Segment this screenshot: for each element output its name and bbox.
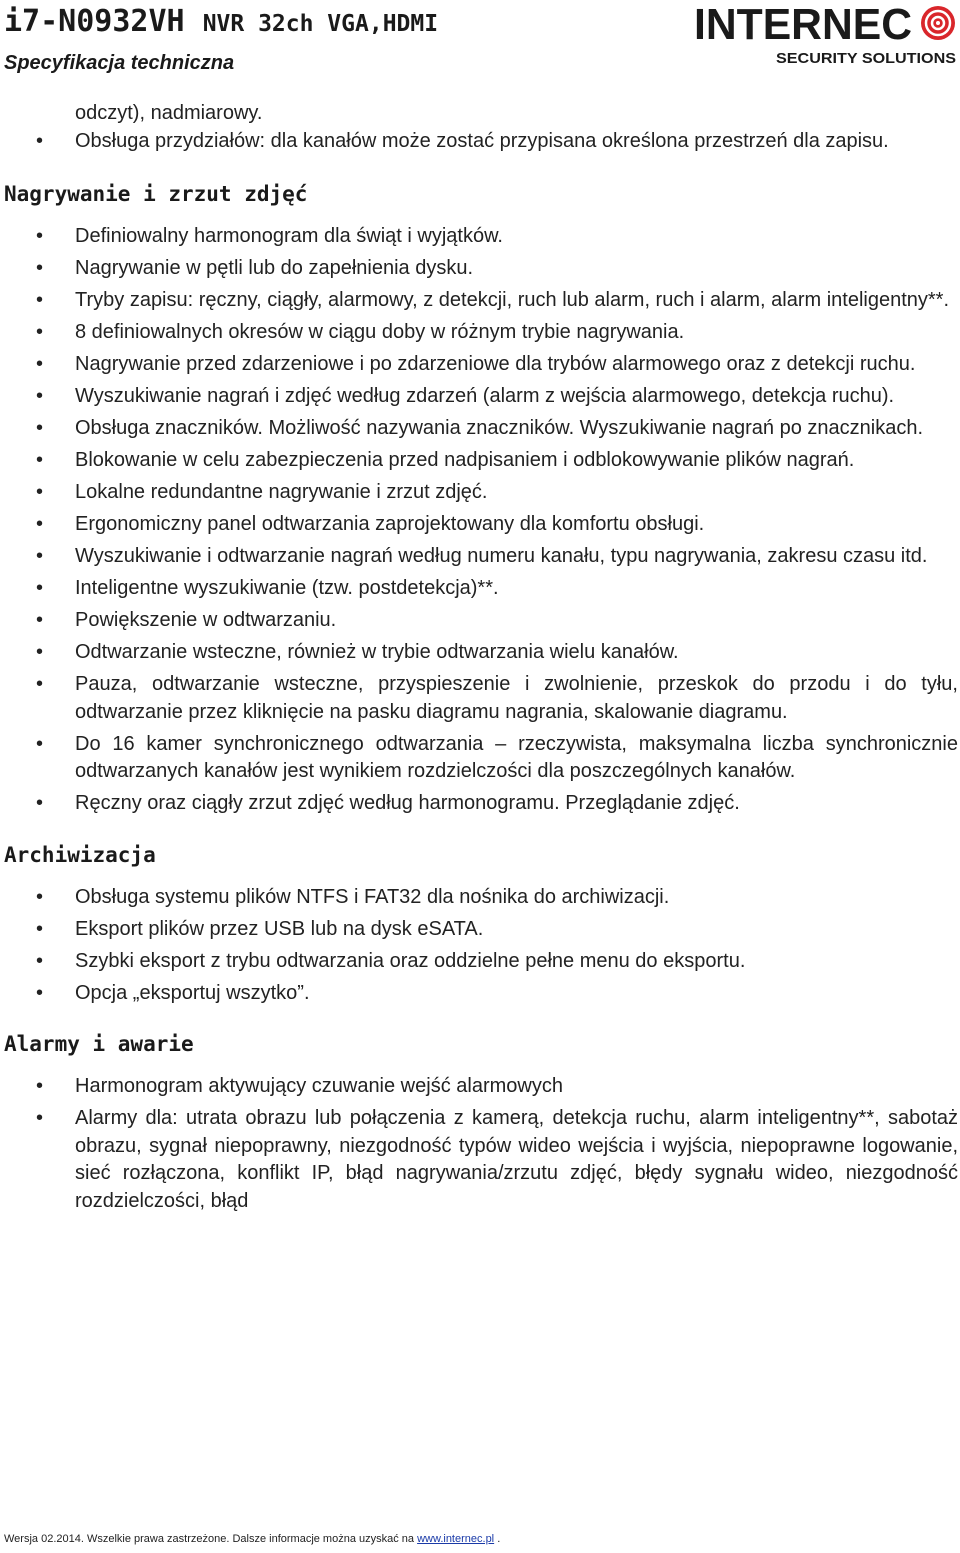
internec-logo <box>694 2 958 68</box>
list-item: • Szybki eksport z trybu odtwarzania oraz oddzielne pełne menu do eksportu. <box>0 948 960 976</box>
list-item: • Nagrywanie w pętli lub do zapełnienia dysku. <box>0 255 960 283</box>
continuation-text: odczyt), nadmiarowy. <box>75 102 263 124</box>
list-item: • Alarmy dla: utrata obrazu lub połączenia z kamerą, detekcja ruchu, alarm inteligentny**, sabotaż obrazu, sygnał niepoprawny, niezgodność typów wideo wejścia i wyjścia, niepoprawne logowanie, sieć rozłączona, konflikt IP, błąd nagrywania/zrzutu zdjęć, błędy sygnału wideo, niezgodność rozdzielczości, błąd <box>0 1105 960 1215</box>
list-item: • 8 definiowalnych okresów w ciągu doby w różnym trybie nagrywania. <box>0 319 960 347</box>
section-title-recording: Nagrywanie i zrzut zdjęć <box>4 182 308 206</box>
list-item: • Ręczny oraz ciągły zrzut zdjęć według harmonogramu. Przeglądanie zdjęć. <box>0 790 960 818</box>
document-body <box>0 100 960 1220</box>
footer-suffix: . <box>494 1533 501 1545</box>
alarms-list <box>0 1073 960 1215</box>
list-item: • Inteligentne wyszukiwanie (tzw. postdetekcja)**. <box>0 575 960 603</box>
model-subtitle: NVR 32ch VGA,HDMI <box>202 11 439 37</box>
header-model <box>4 4 438 42</box>
list-item: • Obsługa przydziałów: dla kanałów może zostać przypisana określona przestrzeń dla zapisu. <box>0 128 960 156</box>
list-item: • Obsługa systemu plików NTFS i FAT32 dla nośnika do archiwizacji. <box>0 884 960 912</box>
list-item: • Opcja „eksportuj wszytko”. <box>0 980 960 1008</box>
intro-list <box>0 128 960 156</box>
list-item: • Odtwarzanie wsteczne, również w trybie odtwarzania wielu kanałów. <box>0 639 960 667</box>
list-item: • Obsługa znaczników. Możliwość nazywania znaczników. Wyszukiwanie nagrań po znacznikach. <box>0 415 960 443</box>
logo-tagline: SECURITY SOLUTIONS <box>776 50 956 67</box>
list-item: • Lokalne redundantne nagrywanie i zrzut zdjęć. <box>0 479 960 507</box>
list-item: • Blokowanie w celu zabezpieczenia przed nadpisaniem i odblokowywanie plików nagrań. <box>0 447 960 475</box>
recording-list <box>0 223 960 818</box>
list-item: • Tryby zapisu: ręczny, ciągły, alarmowy, z detekcji, ruch lub alarm, ruch i alarm, alarm inteligentny**. <box>0 287 960 315</box>
list-item: • Definiowalny harmonogram dla świąt i wyjątków. <box>0 223 960 251</box>
section-title-archiving: Archiwizacja <box>4 842 156 867</box>
model-number: i7-N0932VH <box>4 4 185 39</box>
list-item: • Wyszukiwanie i odtwarzanie nagrań według numeru kanału, typu nagrywania, zakresu czasu itd. <box>0 543 960 571</box>
list-item: • Wyszukiwanie nagrań i zdjęć według zdarzeń (alarm z wejścia alarmowego, detekcja ruchu). <box>0 383 960 411</box>
footer-website-link[interactable]: www.internec.pl <box>417 1533 495 1545</box>
footer-text: Wersja 02.2014. Wszelkie prawa zastrzeżone. Dalsze informacje można uzyskać na <box>4 1533 418 1545</box>
list-item: • Ergonomiczny panel odtwarzania zaprojektowany dla komfortu obsługi. <box>0 511 960 539</box>
footer <box>4 1532 500 1546</box>
section-title-alarms: Alarmy i awarie <box>4 1032 194 1056</box>
list-item: • Powiększenie w odtwarzaniu. <box>0 607 960 635</box>
spec-label: Specyfikacja techniczna <box>4 52 235 74</box>
list-item: • Do 16 kamer synchronicznego odtwarzania – rzeczywista, maksymalna liczba synchronicznie odtwarzanych kanałów jest wynikiem rozdzielczości dla poszczególnych kanałów. <box>0 731 960 786</box>
archiving-list <box>0 884 960 1008</box>
logo-brand-text: INTERNEC <box>694 2 912 49</box>
list-item: • Eksport plików przez USB lub na dysk eSATA. <box>0 916 960 944</box>
target-circle-icon <box>921 6 955 40</box>
list-item: • Pauza, odtwarzanie wsteczne, przyspieszenie i zwolnienie, przeskok do przodu i do tyłu, odtwarzanie przez kliknięcie na pasku diagramu nagrania, skalowanie diagramu. <box>0 671 960 726</box>
list-item: • Harmonogram aktywujący czuwanie wejść alarmowych <box>0 1073 960 1101</box>
list-item: • Nagrywanie przed zdarzeniowe i po zdarzeniowe dla trybów alarmowego oraz z detekcji ruchu. <box>0 351 960 379</box>
